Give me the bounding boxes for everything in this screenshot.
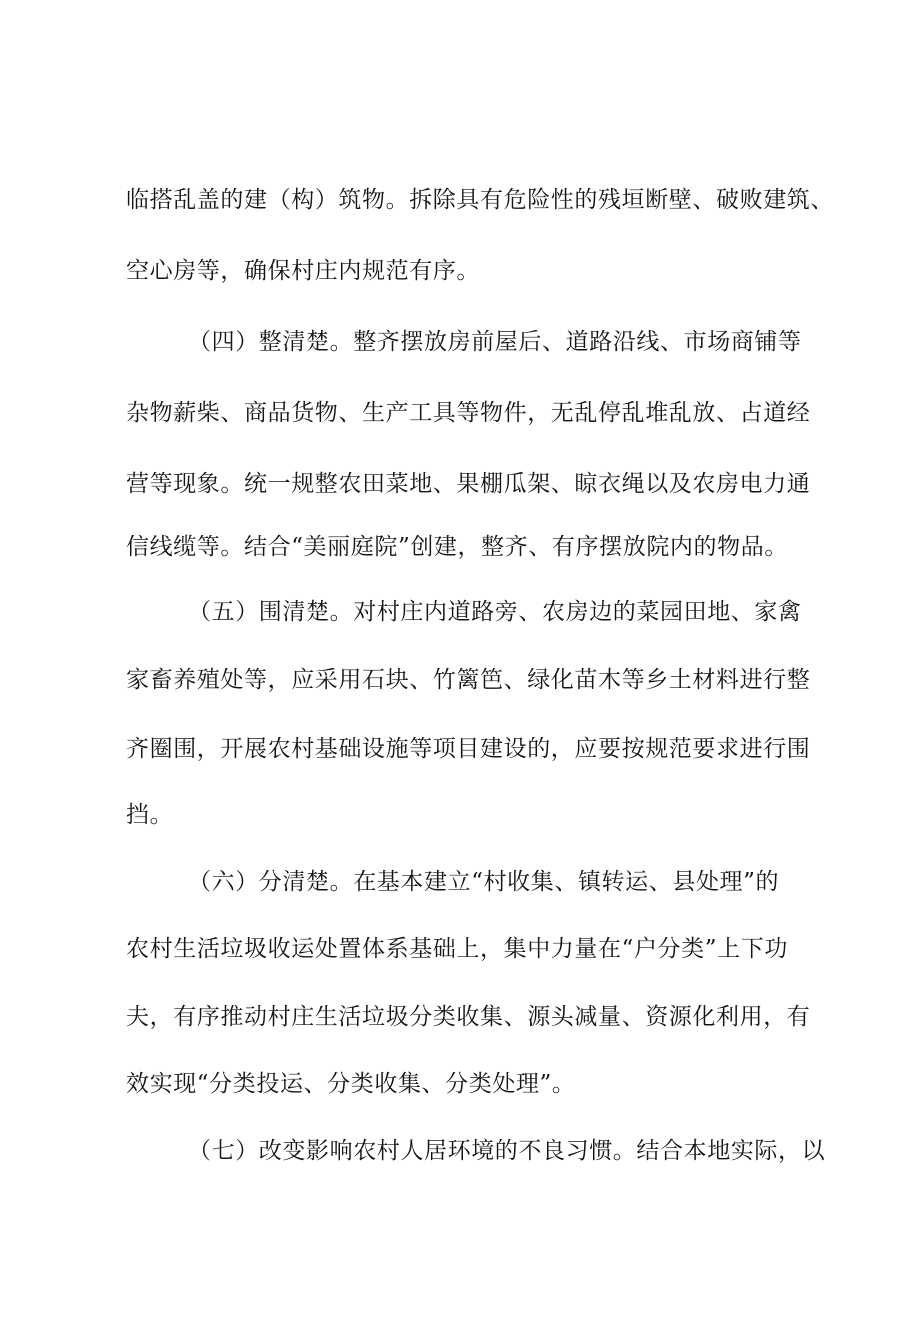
section-heading-line: （七）改变影响农村人居环境的不良习惯。结合本地实际，以	[188, 1138, 826, 1164]
text-line: 齐圈围，开展农村基础设施等项目建设的，应要按规范要求进行围	[126, 736, 811, 762]
text-line: 营等现象。统一规整农田菜地、果棚瓜架、晾衣绳以及农房电力通	[126, 471, 811, 497]
section-heading-line: （五）围清楚。对村庄内道路旁、农房边的菜园田地、家禽	[188, 599, 802, 625]
text-line: 信线缆等。结合“美丽庭院”创建，整齐、有序摆放院内的物品。	[126, 534, 788, 560]
section-heading-line: （六）分清楚。在基本建立“村收集、镇转运、县处理”的	[188, 869, 780, 895]
section-heading-line: （四）整清楚。整齐摆放房前屋后、道路沿线、市场商铺等	[188, 329, 802, 355]
text-line: 临搭乱盖的建（构）筑物。拆除具有危险性的残垣断壁、破败建筑、	[126, 187, 834, 213]
text-line: 空心房等，确保村庄内规范有序。	[126, 258, 480, 284]
text-line: 效实现“分类投运、分类收集、分类处理”。	[126, 1071, 576, 1097]
text-line: 家畜养殖处等，应采用石块、竹篱笆、绿化苗木等乡土材料进行整	[126, 667, 811, 693]
text-line: 农村生活垃圾收运处置体系基础上，集中力量在“户分类”上下功	[126, 936, 788, 962]
text-line: 挡。	[126, 802, 174, 828]
text-line: 夫，有序推动村庄生活垃圾分类收集、源头减量、资源化利用，有	[126, 1004, 811, 1030]
text-line: 杂物薪柴、商品货物、生产工具等物件，无乱停乱堆乱放、占道经	[126, 400, 811, 426]
